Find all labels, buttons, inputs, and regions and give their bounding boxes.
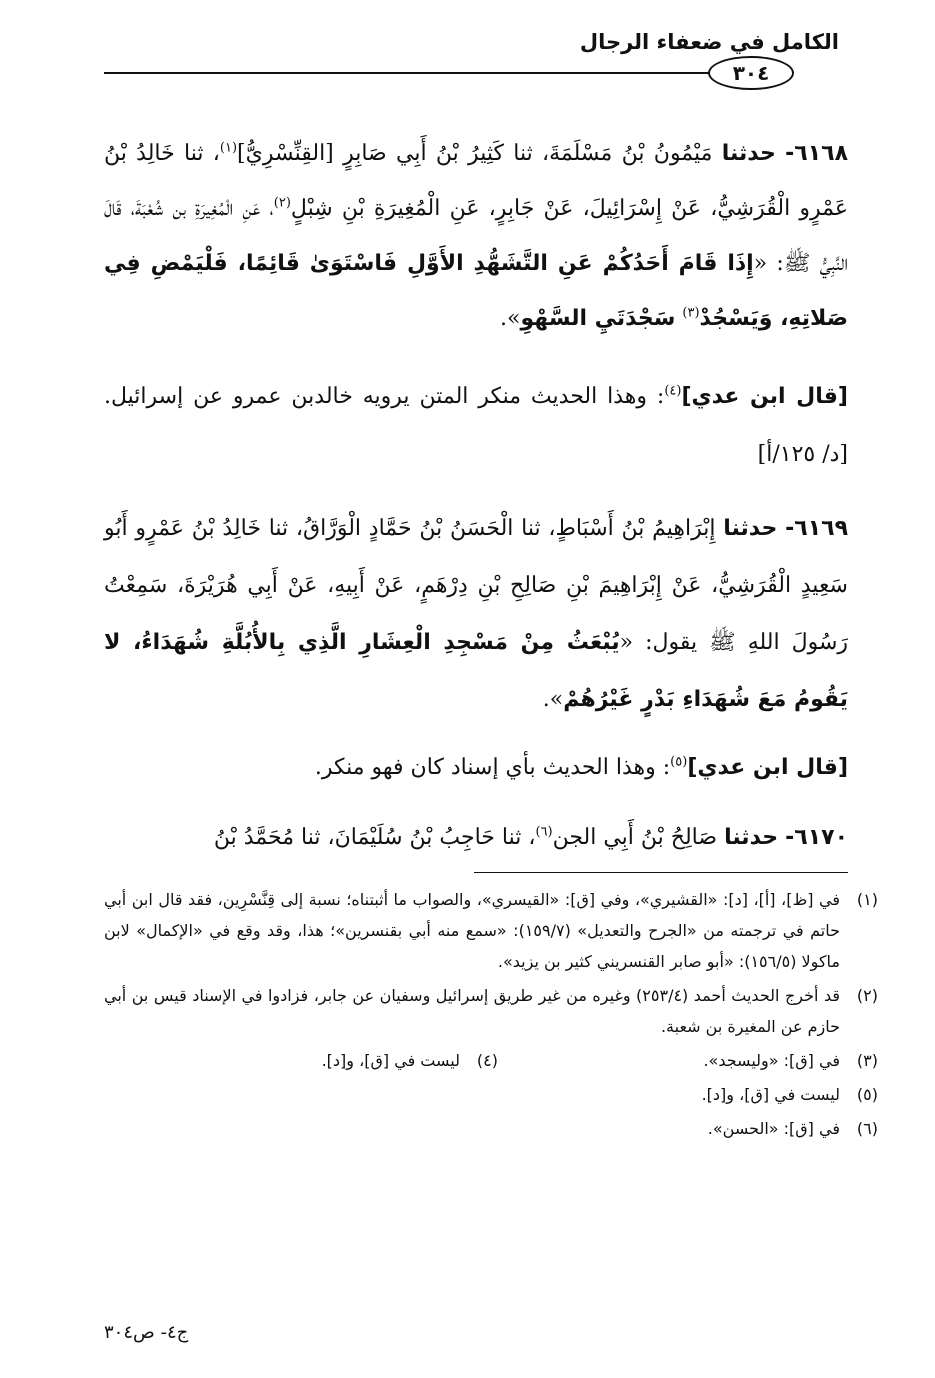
hadith-6169 xyxy=(104,500,848,728)
header-rule xyxy=(104,72,710,74)
volume-page-signature: ج٤- ص٣٠٤ xyxy=(104,1322,189,1343)
footnote-number: (٥) xyxy=(856,1085,878,1104)
hadith-number: ٦١٧٠- xyxy=(785,825,848,850)
footnote-text: قد أخرج الحديث أحمد (٢٥٣/٤) وغيره من غير طريق إسرائيل وسفيان عن جابر، فزادوا في الإسناد قيس بن أبي حازم عن المغيرة بن شعبة. xyxy=(104,986,840,1036)
footnote-number: (١) xyxy=(856,890,878,909)
isnad-text: ، عَنِ الْمُغِيرَةِ بن شُعْبَةَ، قَالَ النَّبِيُّ ﷺ: « xyxy=(104,196,849,276)
isnad-text: ، ثنا خَالِدُ بْنُ عَمْرٍو الْقُرَشِيُّ، عَنْ إِسْرَائِيلَ، عَنْ جَابِرٍ، عَنِ الْمُغِيرَةِ بْنِ شِبْلٍ xyxy=(104,141,848,221)
footnote-3 xyxy=(498,1045,878,1076)
footnote-ref: (٦) xyxy=(535,824,553,840)
hadith-number: ٦١٦٩- xyxy=(785,516,849,541)
footnote-row-3-4 xyxy=(104,1045,878,1076)
footnote-text: في [ق]: «الحسن». xyxy=(707,1119,840,1138)
isnad-text: صَالِحُ بْنُ أَبِي الجن xyxy=(552,825,718,850)
ibn-adi-comment-6168 xyxy=(104,368,848,484)
footnote-rule xyxy=(474,872,848,873)
page-number-badge: ٣٠٤ xyxy=(708,56,794,90)
isnad-text: مَيْمُونُ بْنُ مَسْلَمَةَ، ثنا كَثِيرُ بْنُ أَبِي صَابِرٍ [القِنِّسْرِيُّ] xyxy=(237,141,713,166)
ibn-adi-comment-6169 xyxy=(104,740,848,795)
hadith-6170 xyxy=(104,810,848,865)
hadith-number: ٦١٦٨- xyxy=(785,141,849,166)
footnote-ref: (٥) xyxy=(670,754,688,770)
footnote-ref: (١) xyxy=(219,140,238,156)
footnote-text: في [ظ]، [أ]، [د]: «القشيري»، وفي [ق]: «القيسري»، والصواب ما أثبتناه؛ نسبة إلى قِنَّسْرِين، فقد قال ابن أبي حاتم في ترجمته من «الجرح والتعديل» (١٥٩/٧): «سمع منه أبي بقنسرين»؛ هذا، وقد وقع في «الإكمال» لابن ماكولا (١٥٦/٥): «أبو صابر القنسريني كثير بن يزيد». xyxy=(104,890,841,971)
footnote-6 xyxy=(104,1113,878,1144)
closing-quote: ». xyxy=(500,306,521,331)
footnote-ref: (٢) xyxy=(273,195,291,211)
comment-text: : وهذا الحديث منكر المتن يرويه خالدبن عمرو عن إسرائيل. [د/ ١٢٥/أ] xyxy=(104,384,848,467)
comment-text: : وهذا الحديث بأي إسناد كان فهو منكر. xyxy=(314,755,671,780)
comment-speaker: [قال ابن عدي] xyxy=(681,384,848,409)
footnote-4 xyxy=(118,1045,498,1076)
footnote-number: (٤) xyxy=(476,1051,498,1070)
footnote-ref: (٤) xyxy=(664,383,682,399)
footnote-5 xyxy=(104,1079,878,1110)
footnote-text: في [ق]: «وليسجد». xyxy=(703,1051,840,1070)
isnad-text: إِبْرَاهِيمُ بْنُ أَسْبَاطٍ، ثنا الْحَسَنُ بْنُ حَمَّادٍ الْوَرَّاقُ، ثنا خَالِدُ بْنُ عَمْرٍو أَبُو سَعِيدٍ الْقُرَشِيُّ، عَنْ إِبْرَاهِيمَ بْنِ صَالِحِ بْنِ دِرْهَمٍ، عَنْ أَبِيهِ، عَنْ أَبِي هُرَيْرَةَ، سَمِعْتُ رَسُولَ اللهِ ﷺ يقول: « xyxy=(104,516,849,655)
haddathana-keyword: حدثنا xyxy=(721,141,776,166)
footnote-ref: (٣) xyxy=(682,305,700,321)
haddathana-keyword: حدثنا xyxy=(723,516,778,541)
footnote-number: (٦) xyxy=(856,1119,878,1138)
matn-text: يُبْعَثُ مِنْ مَسْجِدِ الْعِشَارِ الَّذِي بِالأُبُلَّةِ شُهَدَاءُ، لا يَقُومُ مَعَ شُهَدَاءِ بَدْرٍ غَيْرُهُمْ xyxy=(104,630,848,712)
footnote-2 xyxy=(104,980,878,1042)
hadith-6168 xyxy=(104,126,848,346)
comment-speaker: [قال ابن عدي] xyxy=(687,755,848,780)
closing-quote: ». xyxy=(542,687,564,712)
footnote-number: (٣) xyxy=(856,1051,878,1070)
isnad-text: ، ثنا حَاجِبُ بْنُ سُلَيْمَانَ، ثنا مُحَمَّدُ بْنُ xyxy=(213,825,536,850)
footnote-text: ليست في [ق]، و[د]. xyxy=(701,1085,840,1104)
matn-text: سَجْدَتَيِ السَّهْوِ xyxy=(520,306,676,331)
book-title: الكامل في ضعفاء الرجال xyxy=(579,30,839,54)
footnotes xyxy=(104,884,878,1147)
footnote-1 xyxy=(104,884,878,977)
footnote-text: ليست في [ق]، و[د]. xyxy=(321,1051,460,1070)
haddathana-keyword: حدثنا xyxy=(724,825,779,850)
matn-text: إِذَا قَامَ أَحَدُكُمْ عَنِ التَّشَهُّدِ الأَوَّلِ فَاسْتَوَىٰ قَائِمًا، فَلْيَمْضِ فِي صَلاتِهِ، وَيَسْجُدْ xyxy=(104,251,848,331)
footnote-number: (٢) xyxy=(856,986,878,1005)
